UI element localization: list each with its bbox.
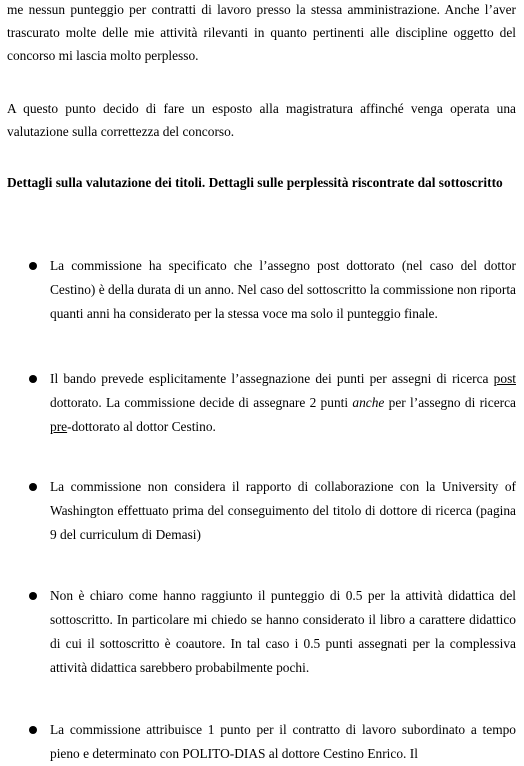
list-item-2-pre: pre <box>50 419 68 434</box>
section-heading: Dettagli sulla valutazione dei titoli. Dettagli sulle perplessità riscontrate dal sottoscritto <box>7 175 503 190</box>
paragraph-esposto: A questo punto decido di fare un esposto alla magistratura affinché venga operata una valutazione sulla correttezza del concorso. <box>7 101 516 139</box>
bullet-icon <box>29 483 37 491</box>
list-item-2-anche: anche <box>352 395 385 410</box>
paragraph-intro: me nessun punteggio per contratti di lavoro presso la stessa amministrazione. Anche l’aver trascurato molte delle mie attività rilevanti in quanto pertinenti alle discipline oggetto del concorso mi lascia molto perplesso. <box>7 2 516 63</box>
bullet-icon <box>29 592 37 600</box>
list-item-4: Non è chiaro come hanno raggiunto il punteggio di 0.5 per la attività didattica del sottoscritto. In particolare mi chiedo se hanno considerato il libro a carattere didattico di cui il sottoscritto è coautore. In tal caso i 0.5 punti assegnati per la complessiva attività didattica sarebbero probabilmente pochi. <box>50 588 516 675</box>
list-item-3: La commissione non considera il rapporto di collaborazione con la University of Washington effettuato prima del conseguimento del titolo di dottore di ricerca (pagina 9 del curriculum di Demasi) <box>50 479 516 542</box>
list-item-5: La commissione attribuisce 1 punto per il contratto di lavoro subordinato a tempo pieno e determinato con POLITO-DIAS al dottore Cestino Enrico. Il <box>50 722 516 761</box>
list-item-2 <box>50 367 516 439</box>
list-item-2-text-d: -dottorato al dottor Cestino. <box>67 419 216 434</box>
list-item-2-post: post <box>493 371 516 386</box>
list-item-2-text-b: dottorato. La commissione decide di assegnare 2 punti <box>50 395 353 410</box>
bullet-icon <box>29 375 37 383</box>
bullet-icon <box>29 726 37 734</box>
bullet-icon <box>29 262 37 270</box>
list-item-1: La commissione ha specificato che l’assegno post dottorato (nel caso del dottor Cestino) è della durata di un anno. Nel caso del sottoscritto la commissione non riporta quanti anni ha considerato per la stessa voce ma solo il punteggio finale. <box>50 258 516 321</box>
list-item-2-text-a: Il bando prevede esplicitamente l’assegnazione dei punti per assegni di ricerca <box>50 371 494 386</box>
list-item-2-text-c: per l’assegno di ricerca <box>384 395 516 410</box>
